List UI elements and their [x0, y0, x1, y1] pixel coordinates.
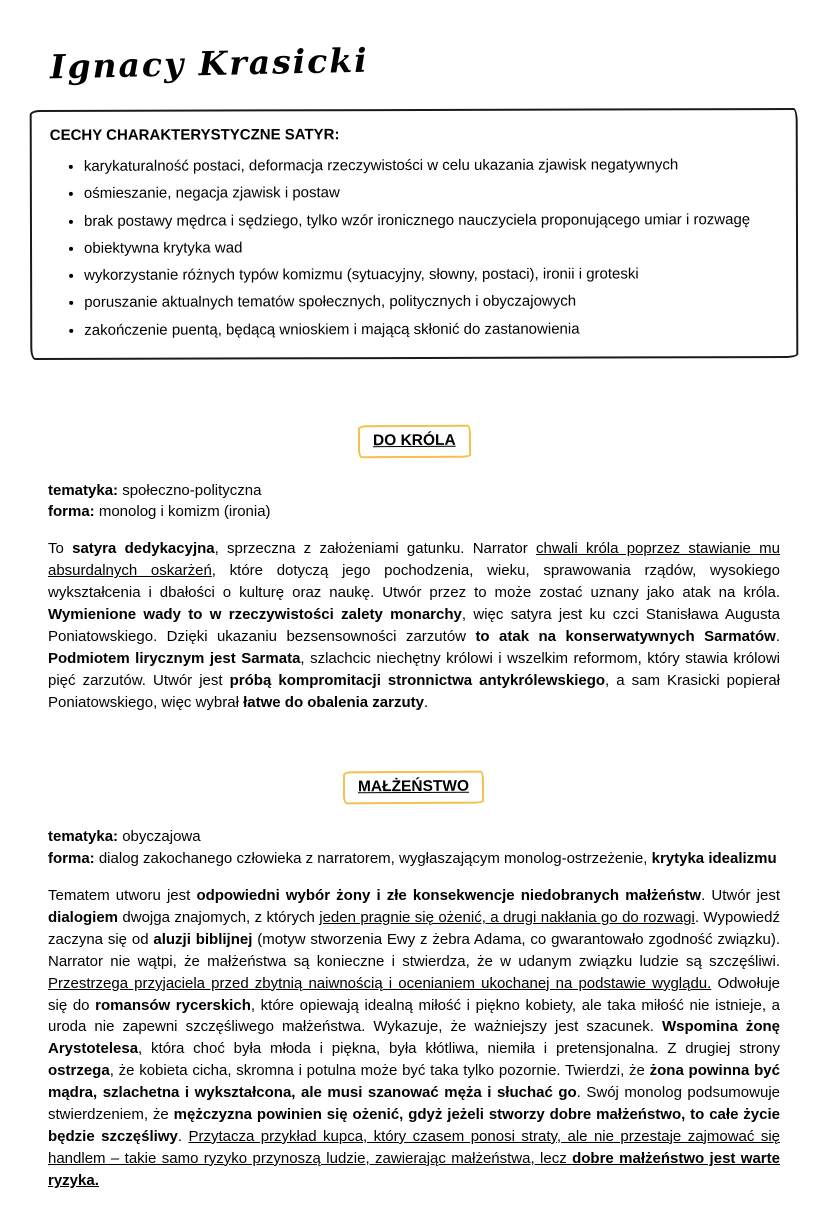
text-segment: , więc satyra jest ku czci Stanisława Augusta Poniatowskiego. Dzięki ukazaniu bezsensowności zarzutów — [48, 606, 780, 645]
text-segment: . — [177, 1127, 189, 1145]
text-segment: , które dotyczą jego pochodzenia, wieku, sprawowania rządów, wysokiego wykształcenia i dbałości o kulturę oraz naukę. Utwór przez to może zostać uznany jako atak na króla. — [48, 562, 780, 602]
feature-item: • karykaturalność postaci, deformacja rzeczywistości w celu ukazania zjawisk negatywnych — [84, 155, 774, 177]
feature-item: • ośmieszanie, negacja zjawisk i postaw — [84, 182, 774, 204]
text-segment: tematyka: — [48, 828, 119, 846]
text-segment: . Utwór jest — [701, 887, 781, 905]
text-segment: forma: — [48, 849, 95, 867]
text-segment: próbą kompromitacji stronnictwa antykrólewskiego — [229, 671, 606, 689]
text-segment: ostrzega — [48, 1062, 110, 1080]
section-heading-do-krola: DO KRÓLA — [358, 424, 471, 458]
satire-features-box — [30, 108, 799, 360]
text-segment: Wspomina żonę Arystotelesa — [48, 1018, 781, 1058]
text-segment: forma: — [48, 503, 95, 521]
text-segment: monolog i komizm (ironia) — [94, 503, 271, 521]
text-segment: społeczno-polityczna — [118, 481, 262, 499]
section-do-krola — [48, 425, 780, 714]
text-segment: (motyw stworzenia Ewy z żebra Adama, co gwarantowało zgodność związku). Narrator nie wątpi, że małżeństwa są konieczne i stwierdza, że w udanym związku ludzie są szczęśliwi. — [48, 930, 781, 970]
text-segment: Tematem utworu jest — [48, 887, 197, 905]
section-malzenstwo — [48, 771, 780, 1191]
text-segment: , szlachcic niechętny królowi i wszelkim reformom, który stawia królowi pięć zarzutów. Utwór jest — [48, 649, 780, 689]
feature-item: • obiektywna krytyka wad — [84, 237, 774, 259]
section-paragraph-malzenstwo — [48, 885, 780, 1191]
text-segment: jeden pragnie się ożenić, a drugi nakłania go do rozwagi — [319, 908, 695, 926]
text-segment: dwojga znajomych, z których — [118, 908, 320, 926]
text-segment: , sprzeczna z założeniami gatunku. Narrator — [214, 540, 536, 558]
text-segment: , które opiewają idealną miłość i piękno kobiety, ale taka miłość nie istnieje, a uroda nie zapewni szczęśliwego małżeństwa. Wykazuje, że ważniejszy jest szacunek. — [48, 996, 780, 1036]
text-segment: Odwołuje się do — [48, 974, 780, 1014]
text-segment: mężczyzna powinien się ożenić, gdyż jeżeli stworzy dobre małżeństwo, to całe życie będzie szczęśliwy — [48, 1105, 780, 1145]
text-segment: chwali króla poprzez stawianie mu absurdalnych oskarżeń — [48, 540, 780, 580]
text-segment: dialog zakochanego człowieka z narratorem, wygłaszającym monolog-ostrzeżenie, — [94, 849, 652, 867]
text-segment: , która choć była młoda i piękna, była kłótliwa, niemiła i pretensjonalna. Z drugiej strony — [138, 1040, 780, 1058]
feature-item: • brak postawy mędrca i sędziego, tylko wzór ironicznego nauczyciela proponującego umiar i rozwagę — [84, 210, 774, 232]
text-segment: dobre małżeństwo jest warte ryzyka. — [48, 1149, 780, 1189]
section-heading-wrap — [48, 771, 780, 804]
section-meta — [48, 480, 780, 523]
section-heading-malzenstwo: MAŁŻEŃSTWO — [343, 771, 484, 805]
forma-line — [48, 501, 780, 522]
text-segment: Wymienione wady to w rzeczywistości zalety monarchy — [48, 606, 462, 624]
features-box-heading: CECHY CHARAKTERYSTYCZNE SATYR: — [49, 126, 340, 144]
tematyka-line — [48, 826, 780, 847]
text-segment: tematyka: — [48, 481, 119, 499]
features-list — [50, 155, 774, 341]
section-heading-wrap — [48, 425, 780, 458]
text-segment: aluzji biblijnej — [153, 930, 253, 948]
text-segment: krytyka idealizmu — [651, 849, 777, 867]
text-segment: satyra dedykacyjna — [72, 540, 215, 558]
text-segment: odpowiedni wybór żony i złe konsekwencje niedobranych małżeństw — [196, 887, 702, 905]
text-segment: obyczajowa — [118, 828, 201, 846]
text-segment: To — [48, 540, 73, 558]
page-title: Ignacy Krasicki — [49, 40, 370, 87]
feature-item: • wykorzystanie różnych typów komizmu (sytuacyjny, słowny, postaci), ironii i groteski — [84, 264, 774, 286]
text-segment: Przestrzega przyjaciela przed zbytnią naiwnością i ocenianiem ukochanej na podstawie wyglądu. — [48, 974, 712, 992]
text-segment: . — [423, 693, 429, 711]
forma-line — [48, 848, 780, 869]
section-meta — [48, 826, 780, 869]
text-segment: . — [775, 627, 780, 645]
text-segment: , a sam Krasicki popierał Poniatowskiego, więc wybrał — [48, 671, 780, 711]
text-segment: , że kobieta cicha, skromna i potulna może być taka tylko pozornie. Twierdzi, że — [109, 1062, 650, 1080]
text-segment: to atak na konserwatywnych Sarmatów — [475, 627, 776, 645]
text-segment: . Wypowiedź zaczyna się od — [48, 908, 780, 948]
text-segment: dialogiem — [48, 908, 119, 926]
feature-item: • zakończenie puentą, będącą wnioskiem i mającą skłonić do zastanowienia — [84, 319, 774, 341]
text-segment: Podmiotem lirycznym jest Sarmata — [48, 649, 301, 667]
section-paragraph-do-krola — [48, 538, 780, 713]
text-segment: żona powinna być mądra, szlachetna i wykształcona, ale musi szanować męża i słuchać go — [48, 1062, 780, 1102]
tematyka-line — [48, 480, 780, 501]
text-segment: . Swój monolog podsumowuje stwierdzeniem, że — [48, 1084, 780, 1123]
feature-item: • poruszanie aktualnych tematów społecznych, politycznych i obyczajowych — [84, 291, 774, 313]
text-segment: łatwe do obalenia zarzuty — [243, 693, 424, 711]
text-segment: romansów rycerskich — [95, 996, 251, 1014]
text-segment: Przytacza przykład kupca, który czasem ponosi straty, ale nie przestaje zajmować się handlem – takie samo ryzyko przynoszą ludzie, zawierając małżeństwa, lecz — [48, 1127, 780, 1167]
